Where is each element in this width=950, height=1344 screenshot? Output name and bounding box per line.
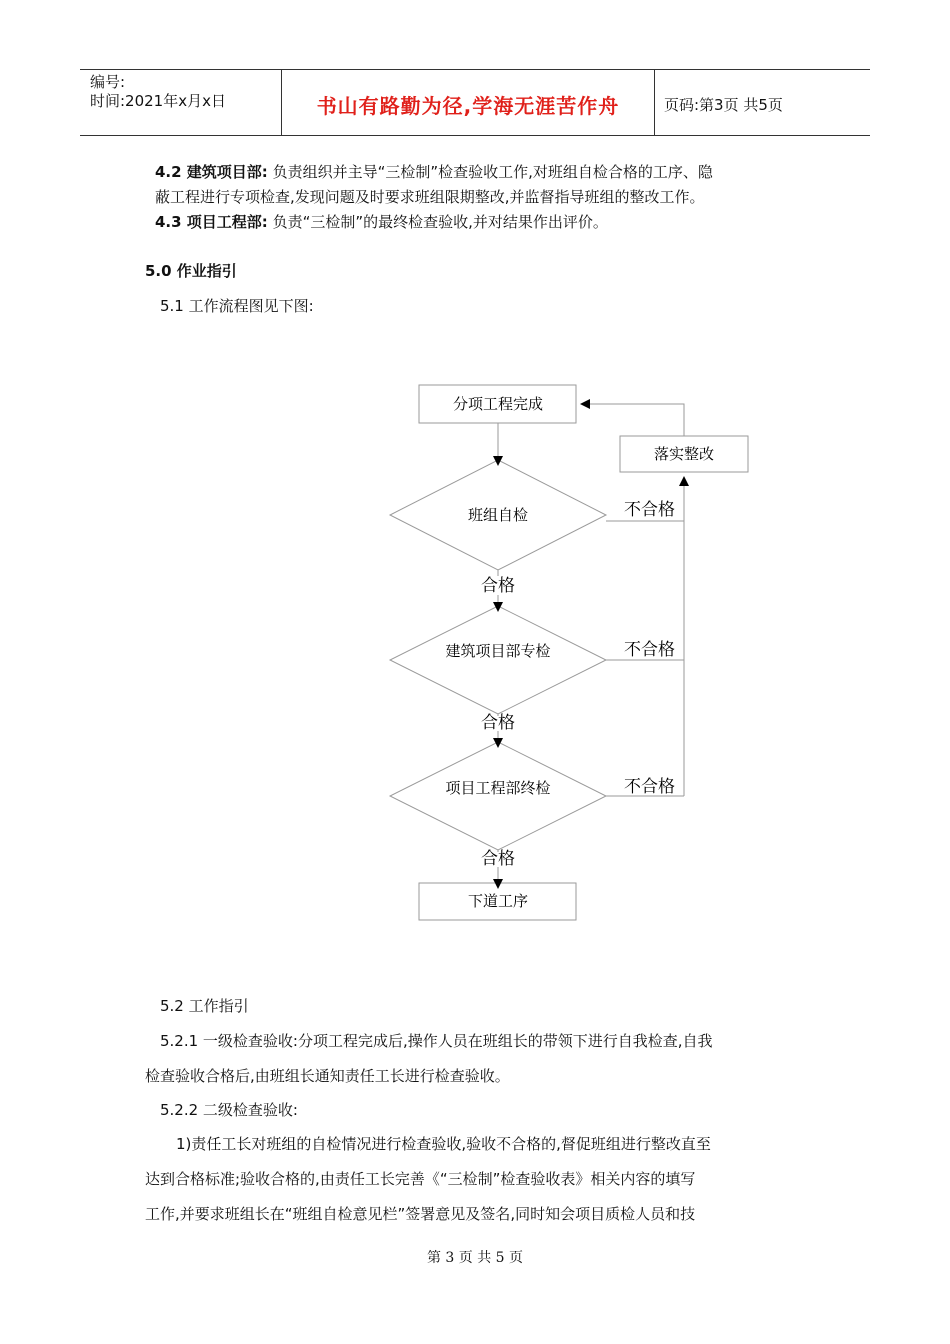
section-5-heading: 5.0 作业指引: [145, 262, 237, 280]
item-5-2-2-p1-line1: 1)责任工长对班组的自检情况进行检查验收,验收不合格的,督促班组进行整改直至: [176, 1135, 711, 1153]
item-4-2-line2: 蔽工程进行专项检查,发现问题及时要求班组限期整改,并监督指导班组的整改工作。: [155, 188, 705, 206]
fail-label-3: 不合格: [624, 777, 675, 797]
item-5-2-2: 5.2.2 二级检查验收:: [160, 1101, 298, 1119]
item-5-1: 5.1 工作流程图见下图:: [160, 297, 314, 315]
item-5-2-1-line2: 检查验收合格后,由班组长通知责任工长进行检查验收。: [145, 1067, 510, 1085]
arrow-rectify-to-start: [581, 404, 684, 436]
check1-label: 班组自检: [467, 506, 529, 524]
item-4-2-text: 负责组织并主导“三检制”检查验收工作,对班组自检合格的工序、隐: [272, 163, 713, 181]
header-time-label: 时间:2021年x月x日: [90, 92, 226, 110]
fail-label-1: 不合格: [624, 500, 675, 520]
start-label: 分项工程完成: [452, 395, 544, 413]
item-5-2-2-p1-line3: 工作,并要求班组长在“班组自检意见栏”签署意见及签名,同时知会项目质检人员和技: [145, 1205, 696, 1223]
header-number-label: 编号:: [90, 73, 126, 91]
item-5-2: 5.2 工作指引: [160, 997, 249, 1015]
pass-label-2: 合格: [481, 713, 515, 733]
item-4-3-title: 4.3 项目工程部:: [155, 213, 268, 231]
check3-label: 项目工程部终检: [445, 779, 551, 797]
pass-label-1: 合格: [481, 576, 515, 596]
header-page-label: 页码:第3页 共5页: [664, 96, 783, 114]
pass-label-3: 合格: [481, 849, 515, 869]
item-5-2-1-line1: 5.2.1 一级检查验收:分项工程完成后,操作人员在班组长的带领下进行自我检查,自我: [160, 1032, 713, 1050]
page-footer: 第 3 页 共 5 页: [426, 1250, 524, 1266]
end-label: 下道工序: [467, 892, 529, 910]
item-4-3-text: 负责“三检制”的最终检查验收,并对结果作出评价。: [272, 213, 608, 231]
item-5-2-2-p1-line2: 达到合格标准;验收合格的,由责任工长完善《“三检制”检查验收表》相关内容的填写: [145, 1170, 696, 1188]
rectify-label: 落实整改: [653, 445, 715, 463]
check2-label: 建筑项目部专检: [445, 642, 551, 660]
item-4-2-title: 4.2 建筑项目部:: [155, 163, 268, 181]
fail-label-2: 不合格: [624, 640, 675, 660]
header-motto: 书山有路勤为径,学海无涯苦作舟: [316, 94, 620, 118]
check2-diamond: [390, 606, 606, 714]
